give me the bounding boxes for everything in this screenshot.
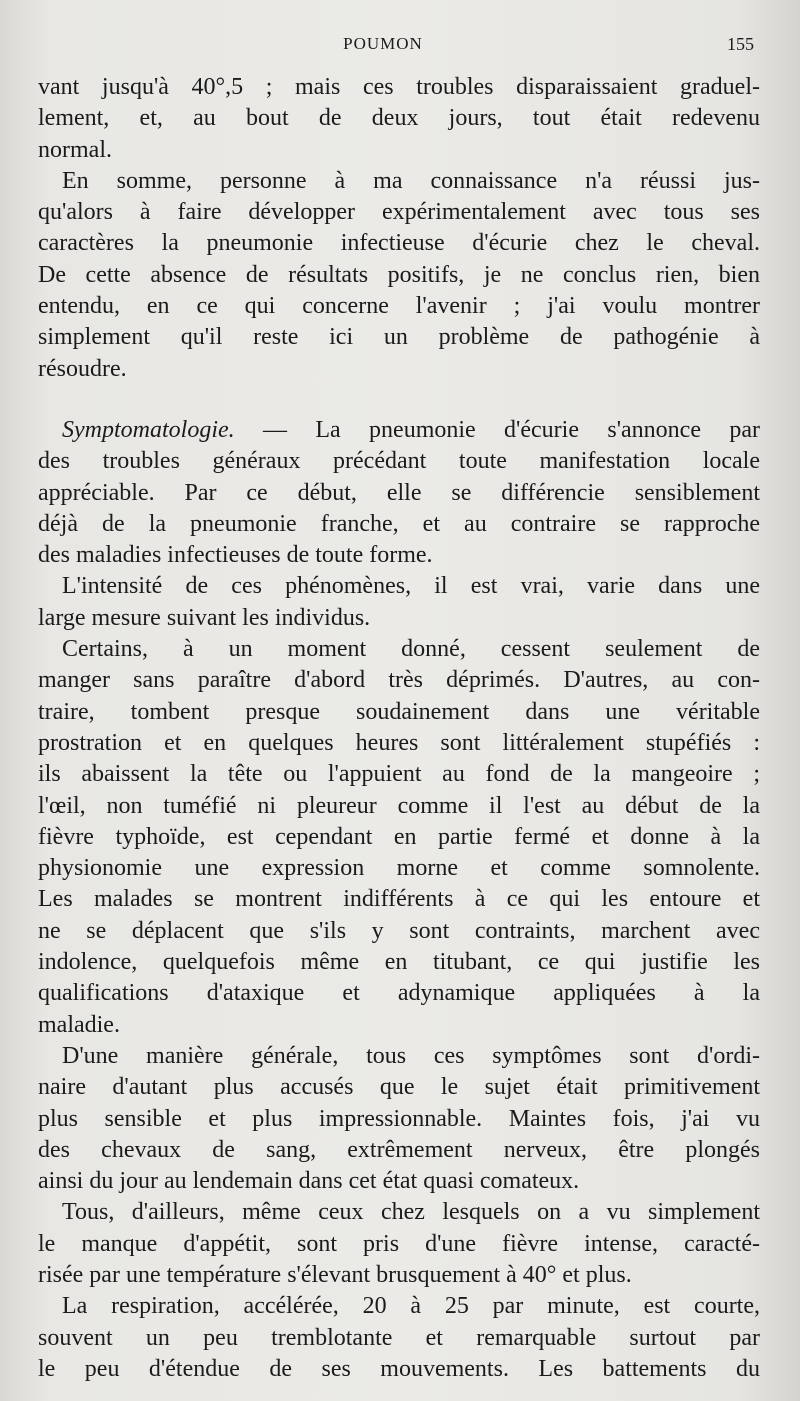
text-line: manger sans paraître d'abord très déprimés. D'autres, au con- [38, 667, 760, 694]
text-line: résoudre. [38, 355, 127, 382]
text-line: appréciable. Par ce début, elle se différencie sensiblement [38, 479, 760, 506]
paragraph [38, 634, 760, 1041]
paragraph [38, 1197, 760, 1291]
text-line: souvent un peu tremblotante et remarquable surtout par [38, 1324, 760, 1351]
text-line: large mesure suivant les individus. [38, 604, 371, 631]
running-title: POUMON [343, 34, 423, 53]
text-line: le peu d'étendue de ses mouvements. Les battements du [38, 1355, 760, 1382]
text-line: prostration et en quelques heures sont littéralement stupéfiés : [38, 729, 760, 756]
text-line: caractères la pneumonie infectieuse d'écurie chez le cheval. [38, 230, 760, 257]
text-line: des maladies infectieuses de toute forme. [38, 542, 433, 569]
section-spacer [38, 385, 760, 415]
text-line: Tous, d'ailleurs, même ceux chez lesquels on a vu simplement [62, 1199, 760, 1226]
paragraph [38, 415, 760, 571]
text-line [38, 415, 760, 446]
text-line: Les malades se montrent indifférents à ce qui les entoure et [38, 886, 760, 913]
text-line: indolence, quelquefois même en titubant, ce qui justifie les [38, 949, 760, 976]
text-line: l'œil, non tuméfié ni pleureur comme il l'est au début de la [38, 792, 760, 819]
text-line: ne se déplacent que s'ils y sont contraints, marchent avec [38, 917, 760, 944]
text-line: Certains, à un moment donné, cessent seulement de [62, 636, 760, 663]
paragraph [38, 166, 760, 385]
text-line: lement, et, au bout de deux jours, tout était redevenu [38, 105, 760, 132]
text-line: qualifications d'ataxique et adynamique appliquées à la [38, 980, 760, 1007]
text-line: déjà de la pneumonie franche, et au contraire se rapproche [38, 510, 760, 537]
text-line: traire, tombent presque soudainement dans une véritable [38, 698, 760, 725]
text-line: qu'alors à faire développer expérimentalement avec tous ses [38, 199, 760, 226]
section-heading: Symptomatologie. [62, 416, 235, 443]
paragraph [38, 1041, 760, 1197]
text-line: physionomie une expression morne et comme somnolente. [38, 855, 760, 882]
text-line: En somme, personne à ma connaissance n'a réussi jus- [62, 167, 760, 194]
text-line: maladie. [38, 1011, 120, 1038]
body-text [38, 72, 760, 1385]
text-line: De cette absence de résultats positifs, je ne conclus rien, bien [38, 261, 760, 288]
text-line: vant jusqu'à 40°,5 ; mais ces troubles disparaissaient graduel- [38, 74, 760, 100]
text-line: La respiration, accélérée, 20 à 25 par minute, est courte, [62, 1293, 760, 1320]
text-line: L'intensité de ces phénomènes, il est vrai, varie dans une [62, 573, 760, 600]
text-line: simplement qu'il reste ici un problème de pathogénie à [38, 324, 760, 351]
text-line: naire d'autant plus accusés que le sujet était primitivement [38, 1074, 760, 1101]
paragraph [38, 72, 760, 166]
paragraph [38, 1291, 760, 1385]
page-number: 155 [727, 34, 754, 54]
text-line: normal. [38, 136, 112, 163]
running-header [0, 34, 800, 58]
paragraph [38, 571, 760, 634]
text-line: fièvre typhoïde, est cependant en partie fermé et donne à la [38, 823, 760, 850]
text-line: risée par une température s'élevant brusquement à 40° et plus. [38, 1261, 632, 1288]
text-line: des chevaux de sang, extrêmement nerveux, être plongés [38, 1136, 760, 1163]
text-line: plus sensible et plus impressionnable. Maintes fois, j'ai vu [38, 1105, 760, 1132]
text-line: D'une manière générale, tous ces symptômes sont d'ordi- [62, 1042, 760, 1069]
heading-continuation: — La pneumonie d'écurie s'annonce par [234, 416, 760, 443]
text-line: des troubles généraux précédant toute manifestation locale [38, 448, 760, 475]
text-line: ils abaissent la tête ou l'appuient au fond de la mangeoire ; [38, 761, 760, 788]
text-line: ainsi du jour au lendemain dans cet état quasi comateux. [38, 1168, 580, 1195]
text-line: le manque d'appétit, sont pris d'une fièvre intense, caracté- [38, 1230, 760, 1257]
text-line: entendu, en ce qui concerne l'avenir ; j'ai voulu montrer [38, 293, 760, 320]
